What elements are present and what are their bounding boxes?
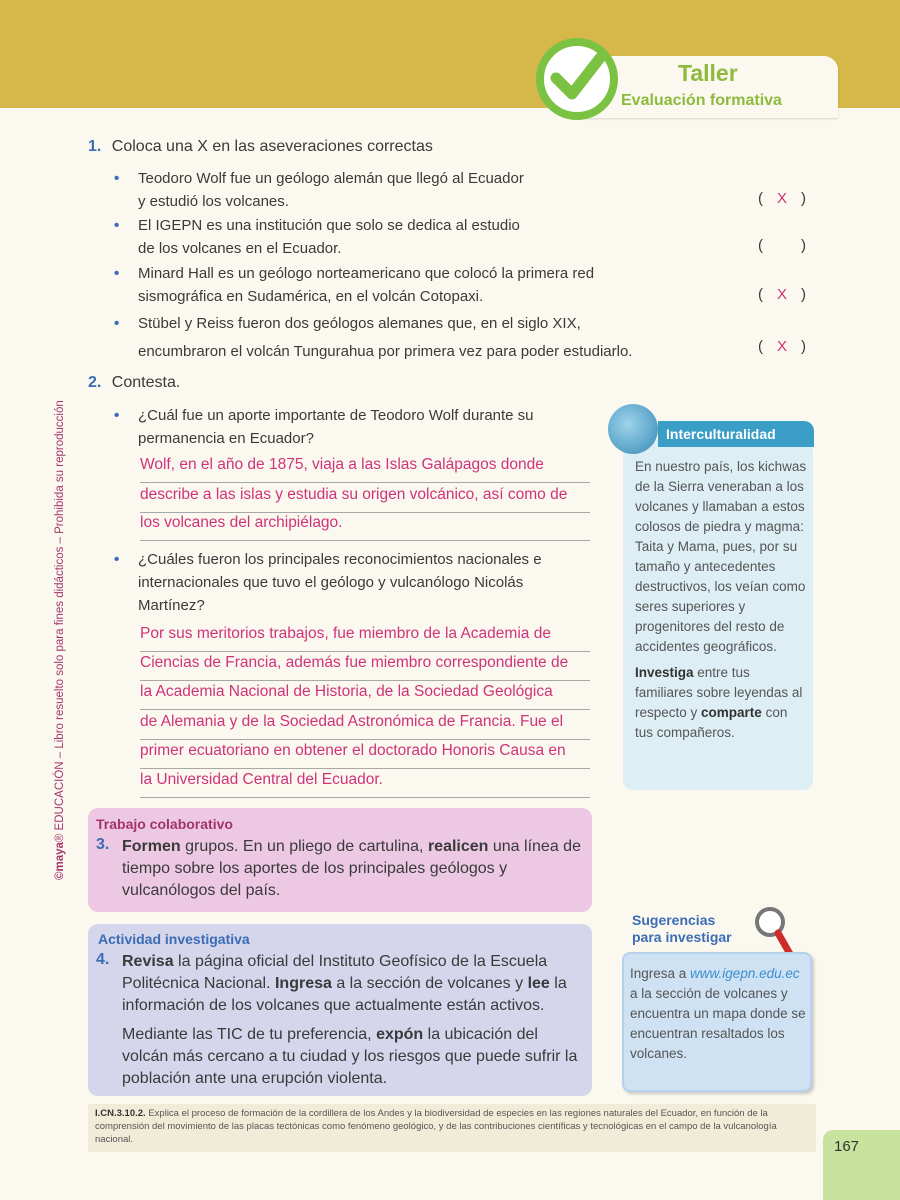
- list-item: • ¿Cuál fue un aporte importante de Teodoro Wolf durante su permanencia en Ecuador?: [114, 407, 534, 447]
- question-verb: Coloca: [111, 138, 162, 155]
- answer-line[interactable]: la Academia Nacional de Historia, de la Sociedad Geológica: [140, 683, 590, 710]
- trabajo-colaborativo-title: Trabajo colaborativo: [96, 816, 233, 832]
- question-number: 1.: [88, 138, 102, 155]
- answer-line[interactable]: primer ecuatoriano en obtener el doctorado Honoris Causa en: [140, 742, 590, 769]
- globe-icon: [608, 404, 658, 454]
- question-text: Contesta.: [111, 374, 181, 391]
- page-number: 167: [834, 1138, 860, 1155]
- list-item: • Minard Hall es un geólogo norteamericano que colocó la primera red sismográfica en Sudamérica, en el volcán Cotopaxi.: [114, 265, 595, 305]
- sugerencias-title: Sugerencias para investigar: [632, 912, 732, 945]
- list-item: • El IGEPN es una institución que solo se dedica al estudio de los volcanes en el Ecuador.: [114, 217, 520, 257]
- answer-line[interactable]: describe a las islas y estudia su origen volcánico, así como de: [140, 486, 590, 513]
- igepn-link[interactable]: www.igepn.edu.ec: [690, 966, 800, 981]
- sugerencias-text: Ingresa a www.igepn.edu.ec a la sección de volcanes y encuentra un mapa donde se encuentran resaltados los volcanes.: [630, 966, 806, 1061]
- list-item: • Teodoro Wolf fue un geólogo alemán que llegó al Ecuador y estudió los volcanes.: [114, 170, 524, 210]
- question-1: [88, 138, 433, 156]
- answer-checkbox[interactable]: ( ): [758, 237, 806, 254]
- side-copyright-note: ©maya® EDUCACIÓN – Libro resuelto solo para fines didácticos – Prohibida su reproducción: [54, 400, 66, 880]
- question-text: una X en las aseveraciones correctas: [161, 138, 433, 155]
- answer-line[interactable]: Por sus meritorios trabajos, fue miembro de la Academia de: [140, 625, 590, 652]
- question-number: 3.: [96, 836, 110, 853]
- trabajo-colaborativo-text: Formen grupos. En un pliego de cartulina, realicen una línea de tiempo sobre los aportes de los principales geólogos y vulcanólogos del país.: [122, 838, 581, 899]
- answer-checkbox[interactable]: ( X ): [758, 286, 806, 303]
- checkmark-icon: [534, 36, 620, 122]
- answer-line[interactable]: Ciencias de Francia, además fue miembro correspondiente de: [140, 654, 590, 681]
- interculturalidad-title: Interculturalidad: [658, 421, 814, 447]
- answer-checkbox[interactable]: ( X ): [758, 338, 806, 355]
- answer-line[interactable]: los volcanes del archipiélago.: [140, 514, 590, 541]
- answer-line[interactable]: la Universidad Central del Ecuador.: [140, 771, 590, 798]
- question-number: 2.: [88, 374, 102, 391]
- question-number: 4.: [96, 951, 110, 968]
- question-2: [88, 374, 180, 392]
- answer-checkbox[interactable]: ( X ): [758, 190, 806, 207]
- page-title: Taller: [678, 60, 738, 86]
- actividad-investigativa-title: Actividad investigativa: [98, 931, 250, 947]
- brand-logo: ©maya: [54, 842, 66, 880]
- list-item: • ¿Cuáles fueron los principales reconocimientos nacionales e internacionales que tuvo el geólogo y vulcanólogo Nicolás Martínez?: [114, 551, 542, 614]
- page-subtitle: Evaluación formativa: [621, 92, 782, 109]
- interculturalidad-text: En nuestro país, los kichwas de la Sierra veneraban a los volcanes y llamaban a estos colosos de piedra y magma: Taita y Mama, pues, por su tamaño y antecedentes destructivos, los veían como seres superiores y progenitores del resto de accidentes geográficos. Investiga entre tus familiares sobre leyendas al respecto y comparte con tus compañeros.: [635, 459, 807, 740]
- actividad-text: Mediante las TIC de tu preferencia, expón la ubicación del volcán más cercano a tu ciudad y los riesgos que puede sufrir la población ante una erupción violenta.: [122, 1026, 578, 1087]
- answer-line[interactable]: Wolf, en el año de 1875, viaja a las Islas Galápagos donde: [140, 456, 590, 483]
- list-item: • Stübel y Reiss fueron dos geólogos alemanes que, en el siglo XIX, encumbraron el volcán Tungurahua por primera vez para poder estudiarlo.: [114, 315, 633, 360]
- actividad-text: Revisa la página oficial del Instituto Geofísico de la Escuela Politécnica Nacional. Ingresa a la sección de volcanes y lee la información de los volcanes que actualmente están activos.: [122, 953, 567, 1014]
- footer-text: I.CN.3.10.2. Explica el proceso de formación de la cordillera de los Andes y la biodiversidad de especies en las regiones naturales del Ecuador, en función de la comprensión del movimiento de las placas tectónicas como fenómeno geológico, y de las contribuciones científicas y tecnológicas en el campo de la vulcanología nacional.: [95, 1108, 777, 1145]
- answer-line[interactable]: de Alemania y de la Sociedad Astronómica de Francia. Fue el: [140, 713, 590, 740]
